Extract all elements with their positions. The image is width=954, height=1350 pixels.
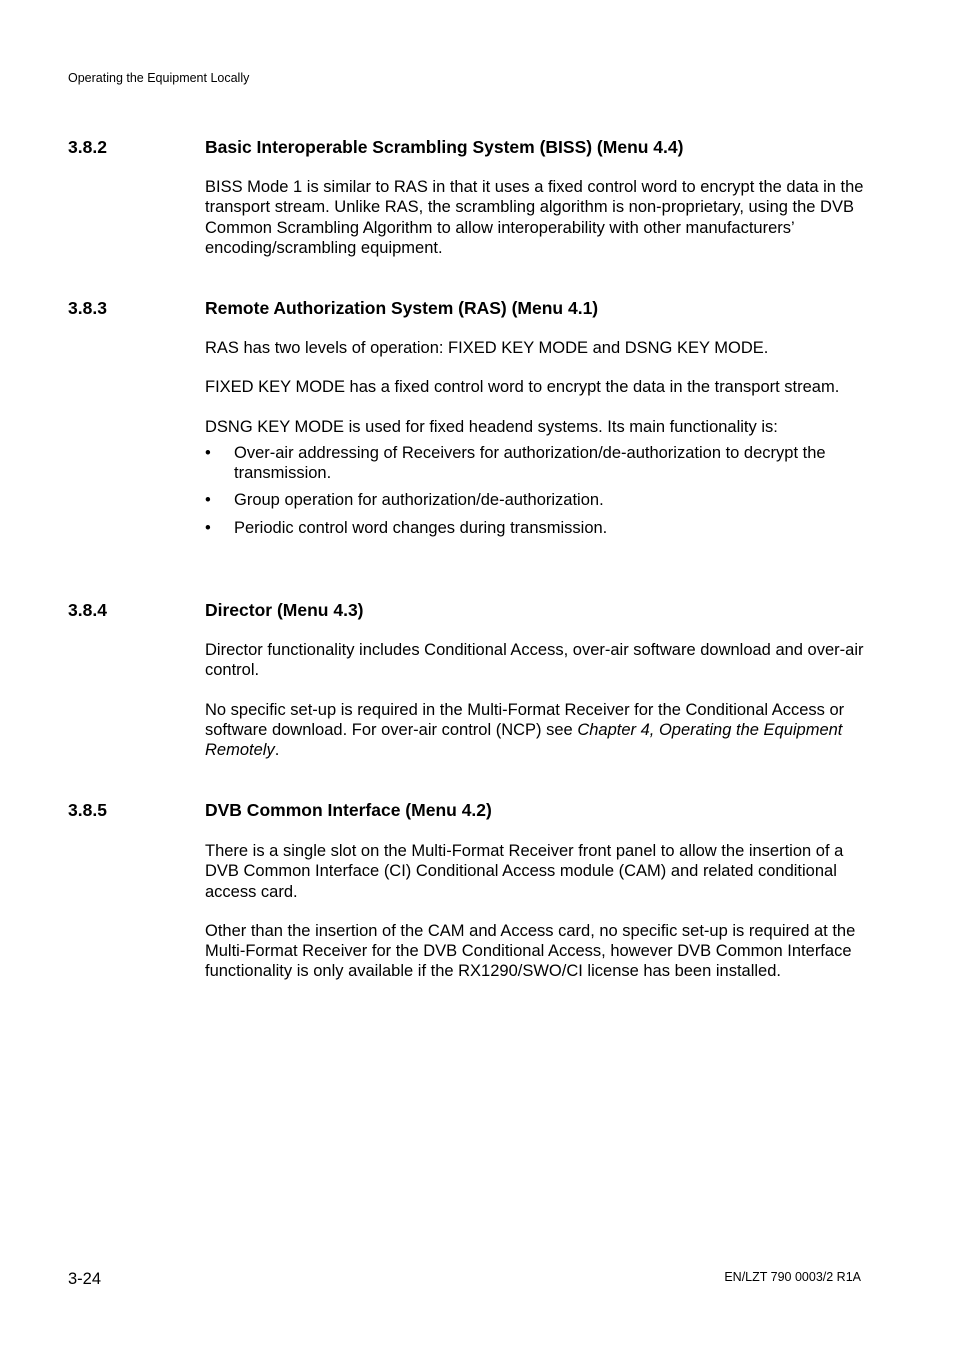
section-body [205,640,865,760]
section-title: DVB Common Interface (Menu 4.2) [205,800,492,820]
section-dvb-ci [0,800,954,982]
bullet-icon: • [205,491,211,510]
paragraph: Other than the insertion of the CAM and Access card, no specific set-up is required at the Multi-Format Receiver for the DVB Conditional Access, however DVB Common Interface functionality is only available if the RX1290/SWO/CI license has been installed. [205,921,856,981]
section-title: Director (Menu 4.3) [205,600,364,620]
paragraph: Director functionality includes Conditional Access, over-air software download and over-air control. [205,641,864,680]
paragraph: FIXED KEY MODE has a fixed control word to encrypt the data in the transport stream. [205,378,840,397]
section-body [205,841,865,982]
paragraph: DSNG KEY MODE is used for fixed headend systems. Its main functionality is: [205,417,778,436]
section-heading [0,298,954,322]
section-ras [0,298,954,545]
document-id: EN/LZT 790 0003/2 R1A [724,1270,861,1284]
list-item-text: Periodic control word changes during transmission. [234,518,608,537]
section-number: 3.8.4 [68,600,107,620]
section-biss [0,137,954,258]
section-body [205,177,865,258]
list-item-text: Over-air addressing of Receivers for authorization/de-authorization to decrypt the transmission. [234,443,826,483]
paragraph: BISS Mode 1 is similar to RAS in that it uses a fixed control word to encrypt the data in the transport stream. Unlike RAS, the scrambling algorithm is non-proprietary, using the DVB Common Scrambling Algorithm to allow interoperability with other manufacturers’ encoding/scrambling equipment. [205,178,864,257]
running-header: Operating the Equipment Locally [68,71,250,85]
section-number: 3.8.2 [68,137,107,157]
bullet-list [205,443,865,538]
paragraph [205,700,865,761]
section-title: Remote Authorization System (RAS) (Menu 4.1) [205,298,599,318]
list-item [205,518,865,538]
section-heading [0,137,954,161]
section-title: Basic Interoperable Scrambling System (BISS) (Menu 4.4) [205,137,684,157]
list-item [205,443,865,484]
list-item-text: Group operation for authorization/de-authorization. [234,491,604,510]
section-heading [0,800,954,824]
paragraph: There is a single slot on the Multi-Format Receiver front panel to allow the insertion of a DVB Common Interface (CI) Conditional Access module (CAM) and related conditional access card. [205,842,844,901]
chapter-reference: Chapter 4, Operating the Equipment Remotely [205,720,843,760]
paragraph-text: No specific set-up is required in the Multi-Format Receiver for the Conditional Access or software download. For over-air control (NCP) see [205,700,845,739]
section-body [205,338,865,538]
list-item [205,490,865,510]
page-number: 3-24 [68,1270,102,1288]
paragraph-end: . [274,741,280,760]
section-number: 3.8.3 [68,298,107,318]
bullet-icon: • [205,443,211,462]
paragraph: RAS has two levels of operation: FIXED KEY MODE and DSNG KEY MODE. [205,339,769,357]
section-director [0,600,954,760]
section-number: 3.8.5 [68,800,107,820]
section-heading [0,600,954,624]
bullet-icon: • [205,518,211,537]
